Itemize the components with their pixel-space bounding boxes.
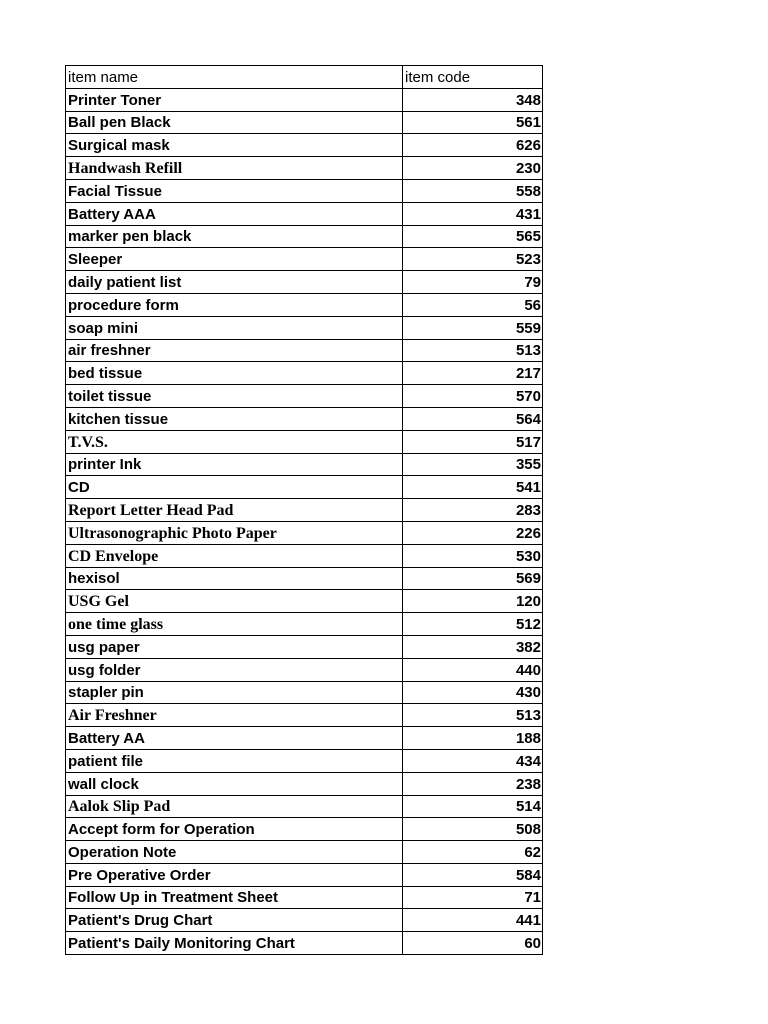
item-code-cell: 570 bbox=[403, 385, 543, 408]
table-row bbox=[66, 248, 543, 271]
table-row bbox=[66, 111, 543, 134]
item-code-cell: 559 bbox=[403, 316, 543, 339]
table-row bbox=[66, 453, 543, 476]
item-code-sheet bbox=[65, 65, 542, 955]
table-row bbox=[66, 841, 543, 864]
item-name-cell: Facial Tissue bbox=[66, 179, 403, 202]
item-name-cell: Report Letter Head Pad bbox=[66, 499, 403, 522]
item-code-cell: 440 bbox=[403, 658, 543, 681]
item-code-cell: 514 bbox=[403, 795, 543, 818]
item-code-cell: 56 bbox=[403, 293, 543, 316]
item-name-cell: Follow Up in Treatment Sheet bbox=[66, 886, 403, 909]
table-row bbox=[66, 863, 543, 886]
table-row bbox=[66, 316, 543, 339]
table-row bbox=[66, 613, 543, 636]
item-code-cell: 226 bbox=[403, 521, 543, 544]
item-name-cell: Battery AA bbox=[66, 727, 403, 750]
item-name-cell: Air Freshner bbox=[66, 704, 403, 727]
item-code-cell: 382 bbox=[403, 635, 543, 658]
item-code-cell: 283 bbox=[403, 499, 543, 522]
table-row bbox=[66, 430, 543, 453]
item-code-cell: 558 bbox=[403, 179, 543, 202]
item-name-cell: hexisol bbox=[66, 567, 403, 590]
item-name-cell: daily patient list bbox=[66, 271, 403, 294]
item-name-cell: wall clock bbox=[66, 772, 403, 795]
table-row bbox=[66, 590, 543, 613]
table-header-row bbox=[66, 66, 543, 89]
item-name-cell: Accept form for Operation bbox=[66, 818, 403, 841]
item-name-cell: kitchen tissue bbox=[66, 407, 403, 430]
item-name-cell: printer Ink bbox=[66, 453, 403, 476]
item-name-cell: stapler pin bbox=[66, 681, 403, 704]
item-name-cell: CD bbox=[66, 476, 403, 499]
item-name-cell: one time glass bbox=[66, 613, 403, 636]
item-name-cell: air freshner bbox=[66, 339, 403, 362]
item-name-cell: Ultrasonographic Photo Paper bbox=[66, 521, 403, 544]
item-name-cell: T.V.S. bbox=[66, 430, 403, 453]
item-code-cell: 355 bbox=[403, 453, 543, 476]
table-body bbox=[66, 88, 543, 954]
item-name-cell: Handwash Refill bbox=[66, 157, 403, 180]
item-code-cell: 217 bbox=[403, 362, 543, 385]
table-row bbox=[66, 567, 543, 590]
table-row bbox=[66, 772, 543, 795]
item-code-cell: 561 bbox=[403, 111, 543, 134]
item-name-cell: patient file bbox=[66, 749, 403, 772]
item-name-cell: Printer Toner bbox=[66, 88, 403, 111]
item-name-cell: procedure form bbox=[66, 293, 403, 316]
item-name-cell: Aalok Slip Pad bbox=[66, 795, 403, 818]
item-code-cell: 564 bbox=[403, 407, 543, 430]
item-code-cell: 60 bbox=[403, 932, 543, 955]
table-row bbox=[66, 795, 543, 818]
item-code-cell: 348 bbox=[403, 88, 543, 111]
item-code-cell: 513 bbox=[403, 339, 543, 362]
item-name-cell: Battery AAA bbox=[66, 202, 403, 225]
item-code-cell: 569 bbox=[403, 567, 543, 590]
item-code-cell: 626 bbox=[403, 134, 543, 157]
item-code-cell: 430 bbox=[403, 681, 543, 704]
table-row bbox=[66, 202, 543, 225]
table-row bbox=[66, 157, 543, 180]
item-code-cell: 238 bbox=[403, 772, 543, 795]
item-name-cell: toilet tissue bbox=[66, 385, 403, 408]
item-name-cell: CD Envelope bbox=[66, 544, 403, 567]
item-name-cell: USG Gel bbox=[66, 590, 403, 613]
table-row bbox=[66, 271, 543, 294]
table-row bbox=[66, 88, 543, 111]
table-row bbox=[66, 727, 543, 750]
item-code-cell: 541 bbox=[403, 476, 543, 499]
table-row bbox=[66, 134, 543, 157]
item-code-cell: 79 bbox=[403, 271, 543, 294]
table-row bbox=[66, 179, 543, 202]
item-code-cell: 508 bbox=[403, 818, 543, 841]
table-row bbox=[66, 681, 543, 704]
table-row bbox=[66, 909, 543, 932]
table-row bbox=[66, 818, 543, 841]
item-name-cell: usg folder bbox=[66, 658, 403, 681]
item-code-cell: 71 bbox=[403, 886, 543, 909]
table-row bbox=[66, 704, 543, 727]
table-row bbox=[66, 749, 543, 772]
item-name-cell: marker pen black bbox=[66, 225, 403, 248]
item-code-cell: 230 bbox=[403, 157, 543, 180]
table-row bbox=[66, 521, 543, 544]
item-name-cell: usg paper bbox=[66, 635, 403, 658]
header-item-code: item code bbox=[403, 66, 543, 89]
table-row bbox=[66, 544, 543, 567]
table-row bbox=[66, 499, 543, 522]
table-row bbox=[66, 886, 543, 909]
item-code-cell: 431 bbox=[403, 202, 543, 225]
item-name-cell: Operation Note bbox=[66, 841, 403, 864]
item-code-cell: 565 bbox=[403, 225, 543, 248]
item-code-cell: 523 bbox=[403, 248, 543, 271]
item-code-cell: 120 bbox=[403, 590, 543, 613]
item-code-cell: 512 bbox=[403, 613, 543, 636]
item-code-cell: 62 bbox=[403, 841, 543, 864]
item-name-cell: Pre Operative Order bbox=[66, 863, 403, 886]
item-name-cell: Sleeper bbox=[66, 248, 403, 271]
table-row bbox=[66, 476, 543, 499]
table-row bbox=[66, 635, 543, 658]
table-row bbox=[66, 407, 543, 430]
item-name-cell: Ball pen Black bbox=[66, 111, 403, 134]
item-code-cell: 188 bbox=[403, 727, 543, 750]
table-row bbox=[66, 658, 543, 681]
table-row bbox=[66, 225, 543, 248]
table-row bbox=[66, 293, 543, 316]
table-row bbox=[66, 385, 543, 408]
item-code-cell: 513 bbox=[403, 704, 543, 727]
item-code-cell: 584 bbox=[403, 863, 543, 886]
item-code-cell: 530 bbox=[403, 544, 543, 567]
header-item-name: item name bbox=[66, 66, 403, 89]
item-name-cell: Patient's Daily Monitoring Chart bbox=[66, 932, 403, 955]
item-code-cell: 517 bbox=[403, 430, 543, 453]
item-name-cell: soap mini bbox=[66, 316, 403, 339]
item-name-cell: Patient's Drug Chart bbox=[66, 909, 403, 932]
item-code-cell: 434 bbox=[403, 749, 543, 772]
table-row bbox=[66, 932, 543, 955]
item-name-cell: Surgical mask bbox=[66, 134, 403, 157]
table-row bbox=[66, 339, 543, 362]
item-name-cell: bed tissue bbox=[66, 362, 403, 385]
item-code-cell: 441 bbox=[403, 909, 543, 932]
item-code-table bbox=[65, 65, 543, 955]
table-row bbox=[66, 362, 543, 385]
